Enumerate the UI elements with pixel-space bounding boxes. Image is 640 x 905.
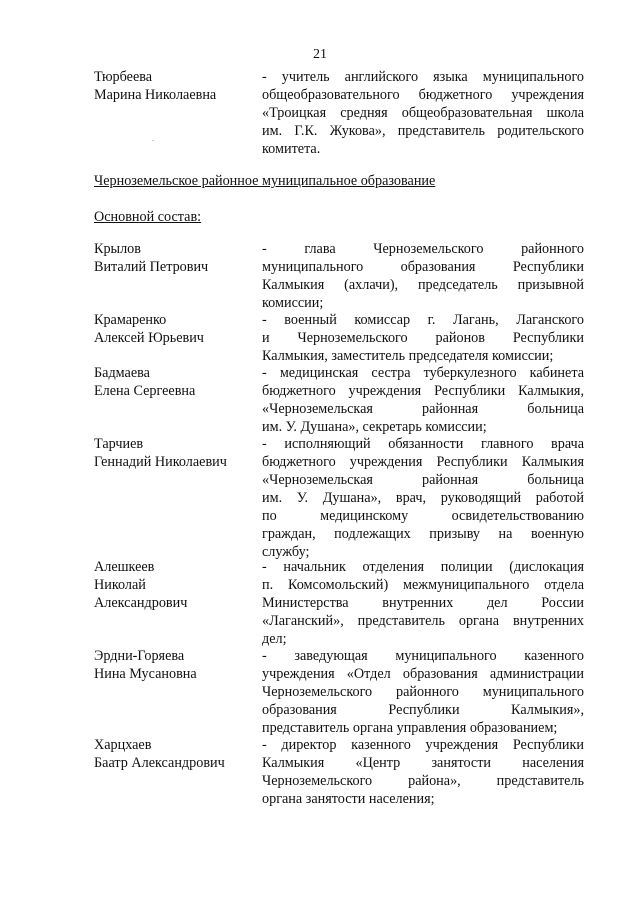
description-line: Калмыкия «Центр занятости населения [262, 755, 584, 771]
description-line: Калмыкия (ахлачи), председатель призывной [262, 277, 584, 293]
member-name [94, 240, 254, 276]
description-line: им. Г.К. Жукова», представитель родительского [262, 123, 584, 139]
member-description [262, 364, 584, 436]
member-surname: Бадмаева [94, 365, 150, 381]
description-line: «Черноземельская районная больница [262, 401, 584, 417]
description-line: комитета. [262, 141, 321, 157]
description-line: бюджетного учреждения Республики Калмыкия [262, 454, 584, 470]
member-description [262, 240, 584, 312]
description-line: и Черноземельского районов Республики [262, 330, 584, 346]
member-surname: Крамаренко [94, 312, 167, 328]
description-line: - глава Черноземельского районного [262, 241, 584, 257]
description-line: - медицинская сестра туберкулезного кабинета [262, 365, 584, 381]
description-line: дел; [262, 631, 287, 647]
description-line: органа занятости населения; [262, 791, 435, 807]
description-line: по медицинскому освидетельствованию [262, 508, 584, 524]
description-line: им. У. Душана», врач, руководящий работой [262, 490, 584, 506]
member-name [94, 435, 254, 471]
member-patronymic: Александрович [94, 595, 188, 611]
description-line: - учитель английского языка муниципального [262, 69, 584, 85]
member-surname: Крылов [94, 241, 141, 257]
description-line: муниципального образования Республики [262, 259, 584, 275]
member-description [262, 68, 584, 158]
subsection-title: Основной состав: [94, 209, 202, 225]
description-line: Черноземельского районного муниципального [262, 684, 584, 700]
member-name [94, 736, 254, 772]
description-line: представитель органа управления образованием; [262, 720, 558, 736]
member-description [262, 435, 584, 561]
member-description [262, 558, 584, 648]
description-line: учреждения «Отдел образования администрации [262, 666, 584, 682]
member-given-names: Николай [94, 577, 146, 593]
member-given-names: Геннадий Николаевич [94, 454, 227, 470]
description-line: - военный комиссар г. Лагань, Лаганского [262, 312, 584, 328]
member-name [94, 311, 254, 347]
description-line: образования Республики Калмыкия», [262, 702, 584, 718]
member-surname: Тюрбеева [94, 69, 153, 85]
member-given-names: Баатр Александрович [94, 755, 225, 771]
description-line: им. У. Душана», секретарь комиссии; [262, 419, 487, 435]
description-line: «Троицкая средняя общеобразовательная школа [262, 105, 584, 121]
member-name [94, 558, 254, 612]
member-surname: Алешкеев [94, 559, 155, 575]
member-given-names: Елена Сергеевна [94, 383, 196, 399]
description-line: Калмыкия, заместитель председателя комиссии; [262, 348, 554, 364]
description-line: комиссии; [262, 295, 324, 311]
member-name [94, 647, 254, 683]
description-line: «Черноземельская районная больница [262, 472, 584, 488]
description-line: п. Комсомольский) межмуниципального отдела [262, 577, 584, 593]
description-line: Министерства внутренних дел России [262, 595, 584, 611]
member-description [262, 647, 584, 737]
description-line: - исполняющий обязанности главного врача [262, 436, 584, 452]
member-surname: Тарчиев [94, 436, 144, 452]
description-line: - директор казенного учреждения Республики [262, 737, 584, 753]
section-title: Черноземельское районное муниципальное образование [94, 173, 436, 189]
description-line: Черноземельского района», представитель [262, 773, 584, 789]
member-name [94, 364, 254, 400]
member-description [262, 736, 584, 808]
description-line: службу; [262, 544, 310, 560]
scan-dot: . [152, 134, 154, 143]
member-surname: Эрдни-Горяева [94, 648, 185, 664]
member-surname: Харцхаев [94, 737, 152, 753]
description-line: - заведующая муниципального казенного [262, 648, 584, 664]
member-given-names: Нина Мусановна [94, 666, 197, 682]
description-line: бюджетного учреждения Республики Калмыкия, [262, 383, 584, 399]
description-line: «Лаганский», представитель органа внутренних [262, 613, 584, 629]
member-given-names: Виталий Петрович [94, 259, 209, 275]
description-line: граждан, подлежащих призыву на военную [262, 526, 584, 542]
page-number: 21 [313, 47, 327, 62]
member-given-names: Алексей Юрьевич [94, 330, 204, 346]
member-name [94, 68, 254, 104]
description-line: - начальник отделения полиции (дислокация [262, 559, 584, 575]
member-given-names: Марина Николаевна [94, 87, 217, 103]
member-description [262, 311, 584, 365]
description-line: общеобразовательного бюджетного учреждения [262, 87, 584, 103]
